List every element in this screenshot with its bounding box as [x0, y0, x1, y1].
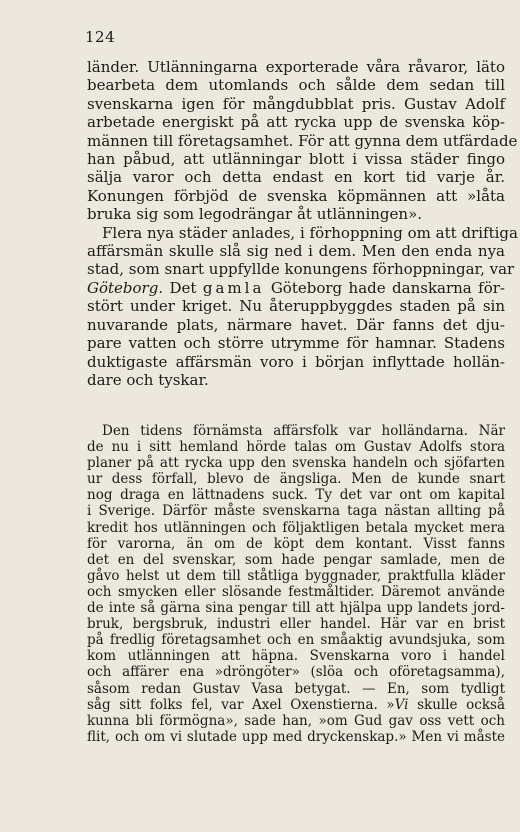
text-line: duktigaste affärsmän voro i början inflyttade hollän- [87, 352, 505, 371]
text-line: bruka sig som legodrängar åt utlänningen». [87, 205, 423, 224]
text-line: Flera nya städer anlades, i förhoppning om att driftiga [102, 223, 518, 242]
text-line: affärsmän skulle slå sig ned i dem. Men den enda nya [87, 242, 505, 261]
text-line: kredit hos utlänningen och följaktligen betala mycket mera [87, 519, 505, 536]
text-fragment: Det [169, 278, 197, 297]
text-line: pare vatten och större utrymme för hamnar. Stadens [87, 334, 505, 353]
text-line: och smycken eller slösande festmåltider. Däremot använde [87, 583, 505, 600]
paragraph-trade [87, 58, 518, 224]
text-line: arbetade energiskt på att rycka upp de svenska köp- [87, 113, 505, 132]
text-line: planer på att rycka upp den svenska handeln och sjöfarten [87, 455, 505, 472]
text-line-oxenstierna [87, 697, 505, 713]
text-line: och affärer ena »dröngöter» (slöa och oföretagsamma), [87, 664, 505, 681]
vi-italic: Vi [394, 696, 409, 713]
section-2-text [87, 423, 505, 745]
text-line: han påbud, att utlänningar blott i vissa städer fingo [87, 150, 505, 169]
paragraph-new-towns [87, 223, 518, 390]
text-line: nog draga en lättnadens suck. Ty det var ont om kapital [87, 487, 505, 504]
text-line: på fredlig företagsamhet och en småaktig avundsjuka, som [87, 632, 505, 649]
text-line: länder. Utlänningarna exporterade våra råvaror, läto [87, 58, 505, 76]
spaced-word: gamla [202, 278, 265, 297]
text-fragment: Göteborg hade danskarna för- [270, 278, 505, 297]
text-line: stört under kriget. Nu återuppbyggdes staden på sin [87, 297, 505, 316]
text-line: svenskarna igen för mångdubblat pris. Gustav Adolf [87, 94, 505, 113]
text-line: bearbeta dem utomlands och sålde dem sedan till [87, 76, 505, 95]
text-line: männen till företagsamhet. För att gynna dem utfärdade [87, 131, 518, 150]
text-line: dare och tyskar. [87, 370, 209, 389]
goteborg-italic: Göteborg. [87, 278, 164, 297]
text-line: kunna bli förmögna», sade han, »om Gud gav oss vett och [87, 712, 505, 729]
text-line: såsom redan Gustav Vasa betygat. — En, som tydligt [87, 680, 505, 697]
text-line: Konungen förbjöd de svenska köpmännen att »låta [87, 186, 505, 205]
text-line: Den tidens förnämsta affärsfolk var holländarna. När [102, 423, 505, 439]
text-line: de nu i sitt hemland hörde talas om Gustav Adolfs stora [87, 439, 505, 456]
text-line: de inte så gärna sina pengar till att hjälpa upp landets jord- [87, 600, 505, 617]
text-line-goteborg [87, 279, 505, 297]
text-line: i Sverige. Därför måste svenskarna taga nästan allting på [87, 503, 505, 520]
text-fragment: skulle också [408, 696, 505, 713]
text-line: sälja varor och detta endast en kort tid varje år. [87, 168, 505, 187]
text-line: bruk, bergsbruk, industri eller handel. Här var en brist [87, 616, 505, 633]
text-line: det en del svenskar, som hade pengar samlade, men de [87, 551, 505, 568]
text-line: kom utlänningen att häpna. Svenskarna voro i handel [87, 648, 505, 665]
section-1-text [87, 58, 518, 389]
page-number: 124 [85, 28, 116, 46]
text-fragment: såg sitt folks fel, var Axel Oxenstierna. » [87, 696, 395, 713]
text-line: ur dess förfall, blevo de ängsliga. Men de kunde snart [87, 471, 505, 488]
text-line: stad, som snart uppfyllde konungens förhoppningar, var [87, 260, 515, 279]
text-line: gåvo helst ut dem till ståtliga byggnader, praktfulla kläder [87, 567, 505, 584]
text-line: nuvarande plats, närmare havet. Där fanns det dju- [87, 315, 505, 334]
text-line: för varorna, än om de köpt dem kontant. Visst fanns [87, 535, 505, 552]
text-line: flit, och om vi slutade upp med dryckenskap.» Men vi måste [87, 728, 505, 745]
